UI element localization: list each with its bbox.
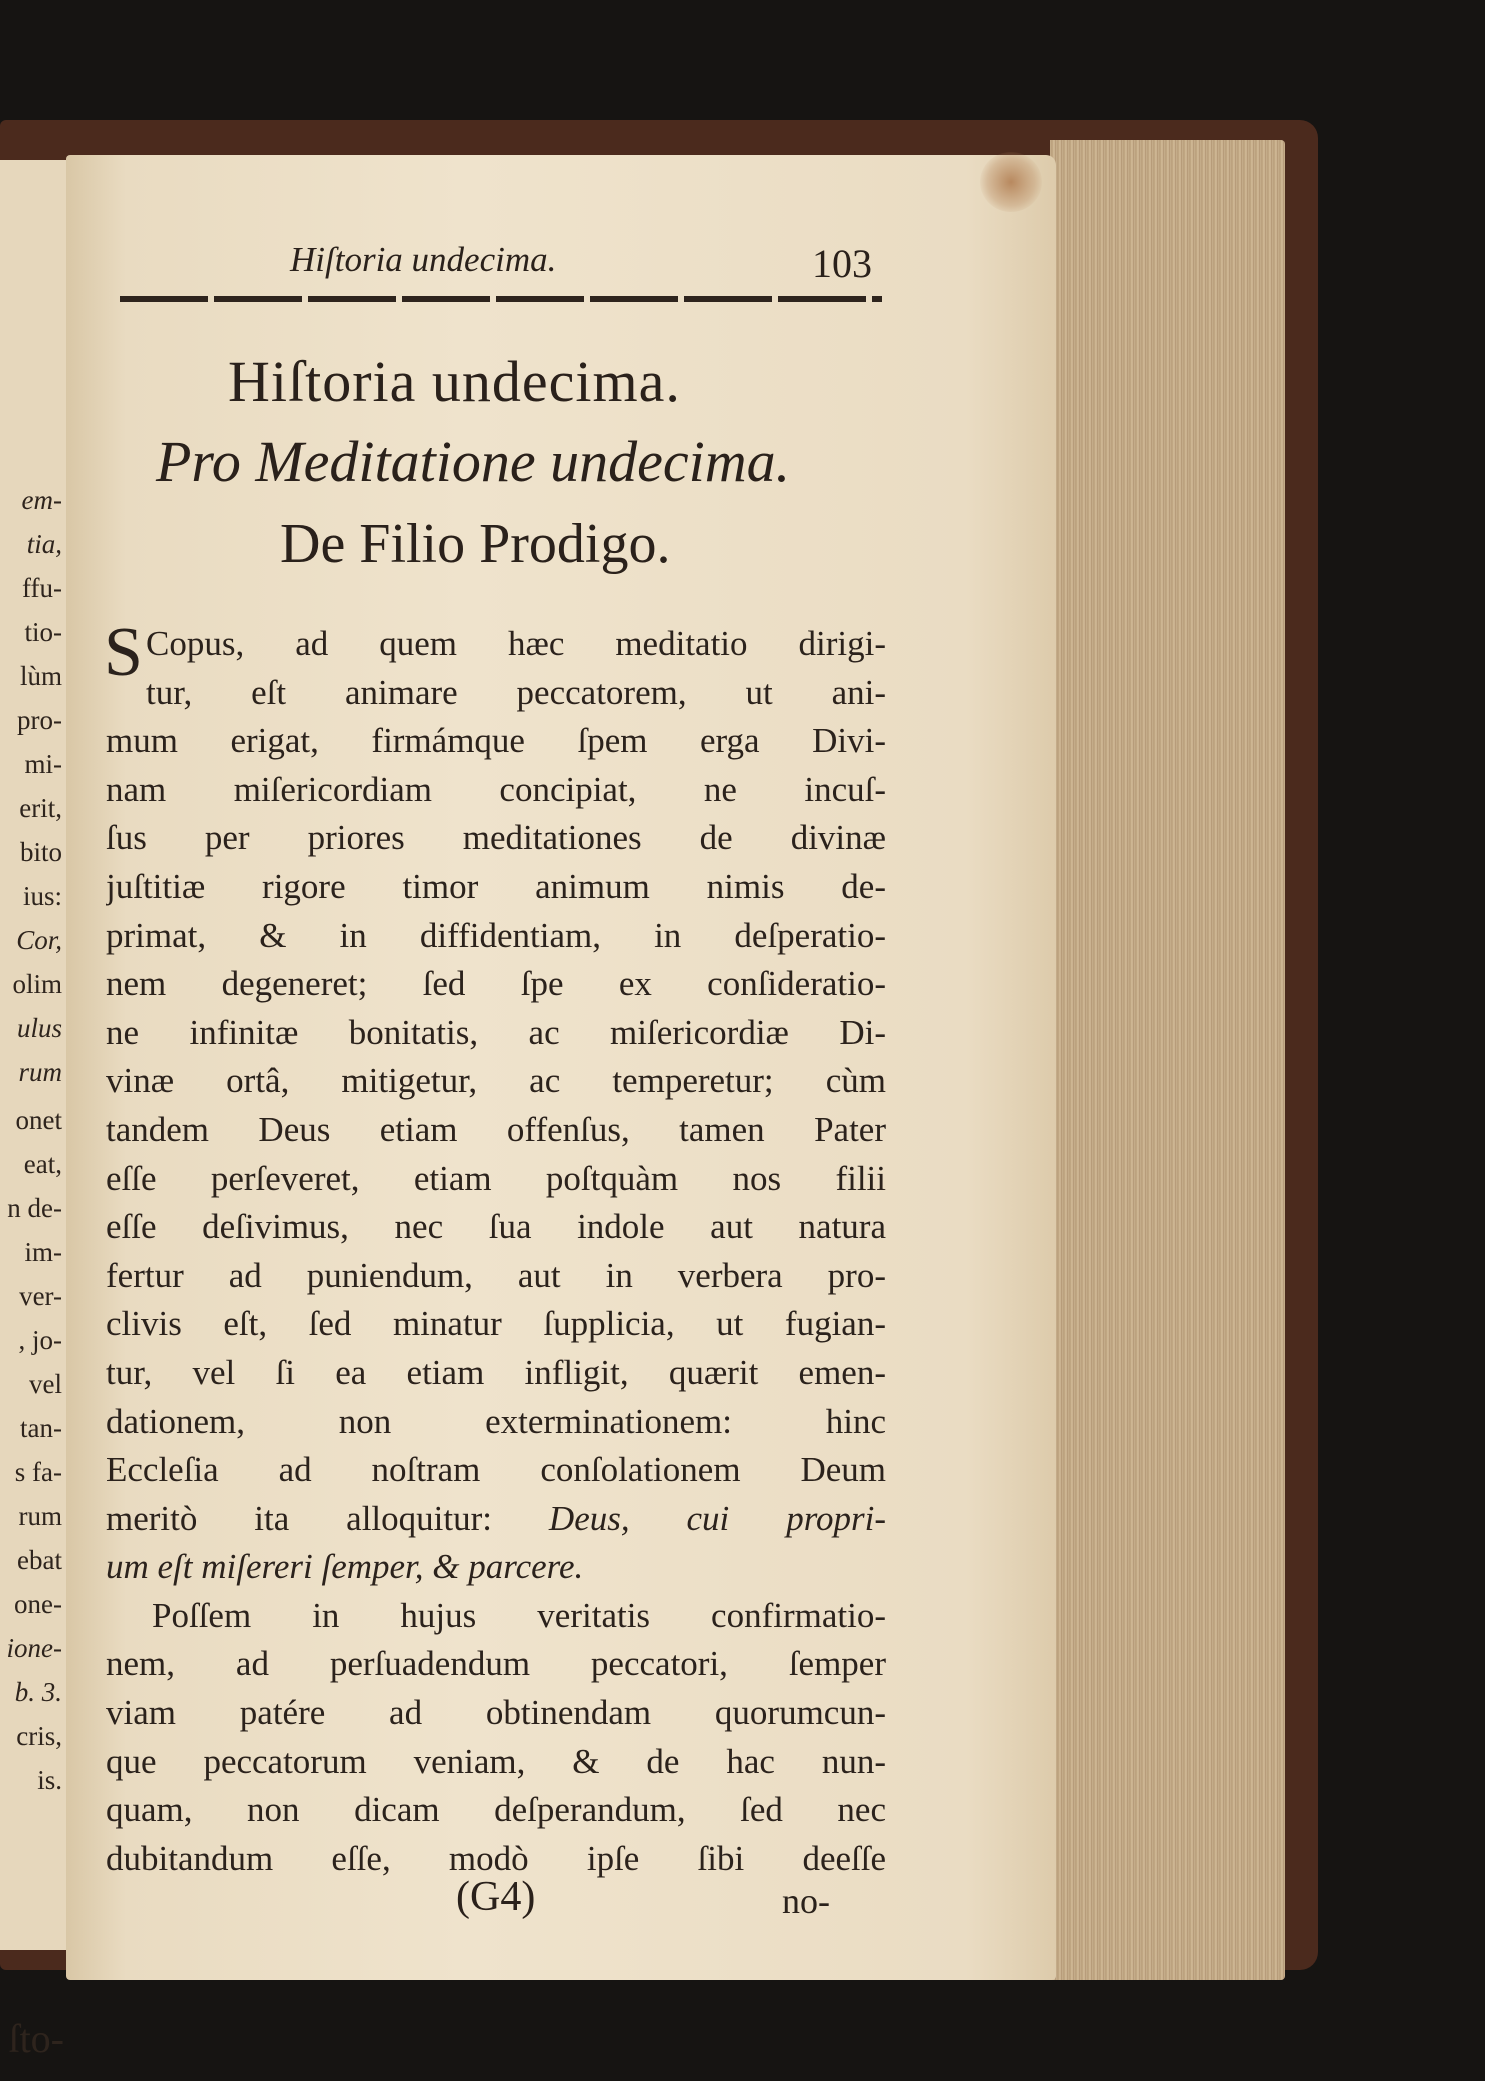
text-line: Poſſem in hujus veritatis confirmatio- bbox=[152, 1595, 886, 1635]
quote-segment: Deus, cui propri- bbox=[548, 1498, 886, 1538]
text-line: juſtitiæ rigore timor animum nimis de- bbox=[106, 866, 886, 906]
text-line: fertur ad puniendum, aut in verbera pro- bbox=[106, 1255, 886, 1295]
text-line: tur, eſt animare peccatorem, ut ani- bbox=[146, 672, 886, 712]
text-line: ne infinitæ bonitatis, ac miſericordiæ Di- bbox=[106, 1012, 886, 1052]
text-line: clivis eſt, ſed minatur ſupplicia, ut fugian- bbox=[106, 1304, 886, 1344]
left-fragment: ulus bbox=[16, 1013, 62, 1043]
text-line: nem, ad perſuadendum peccatori, ſemper bbox=[106, 1644, 886, 1684]
left-fragment: lùm bbox=[19, 661, 62, 691]
left-fragment: cris, bbox=[16, 1721, 62, 1751]
drop-cap: S bbox=[104, 614, 143, 691]
left-fragment: eat, bbox=[23, 1149, 62, 1179]
left-fragment: ffu- bbox=[22, 573, 62, 603]
left-fragment: b. 3. bbox=[14, 1677, 62, 1707]
text-line: tur, vel ſi ea etiam infligit, quærit emen- bbox=[106, 1352, 886, 1392]
text-line: ſus per priores meditationes de divinæ bbox=[106, 818, 886, 858]
text-line: Eccleſia ad noſtram conſolationem Deum bbox=[106, 1450, 886, 1490]
text-line: primat, & in diffidentiam, in deſperatio- bbox=[106, 915, 886, 955]
left-fragment: em- bbox=[21, 485, 62, 515]
left-fragment: vel bbox=[29, 1369, 62, 1399]
text-line: quam, non dicam deſperandum, ſed nec bbox=[106, 1790, 886, 1830]
text-line: nam miſericordiam concipiat, ne incuſ- bbox=[106, 769, 886, 809]
page-edges bbox=[1050, 140, 1285, 1980]
chapter-title: Hiſtoria undecima. bbox=[228, 349, 681, 414]
left-fragment: mi- bbox=[24, 749, 62, 779]
left-fragment: ius: bbox=[22, 881, 62, 911]
left-page-fragments bbox=[4, 478, 64, 1802]
left-fragment: olim bbox=[12, 969, 62, 999]
body-text bbox=[104, 614, 886, 1883]
left-fragment: s fa- bbox=[14, 1457, 62, 1487]
text-line-mixed bbox=[106, 1495, 886, 1544]
text-line: eſſe perſeveret, etiam poſtquàm nos filii bbox=[106, 1158, 886, 1198]
left-fragment: tia, bbox=[26, 529, 62, 559]
left-fragment: pro- bbox=[17, 705, 62, 735]
left-fragment: tio- bbox=[24, 617, 62, 647]
left-fragment: is. bbox=[37, 1765, 62, 1795]
left-page-edge bbox=[0, 160, 70, 2061]
text-segment: meritò ita alloquitur: bbox=[106, 1498, 492, 1538]
text-line: que peccatorum veniam, & de hac nun- bbox=[106, 1741, 886, 1781]
left-fragment: im- bbox=[24, 1237, 62, 1267]
header-rule bbox=[120, 296, 882, 302]
left-fragment: onet bbox=[15, 1105, 62, 1135]
left-fragment: rum bbox=[18, 1501, 62, 1531]
left-fragment: one- bbox=[14, 1589, 62, 1619]
quote-line: um eſt miſereri ſemper, & parcere. bbox=[106, 1547, 584, 1587]
left-fragment-last: ſto- bbox=[8, 2016, 64, 2061]
left-fragment: ione- bbox=[6, 1633, 62, 1663]
text-line: vinæ ortâ, mitigetur, ac temperetur; cùm bbox=[106, 1061, 886, 1101]
left-fragment: ver- bbox=[19, 1281, 62, 1311]
left-fragment: Cor, bbox=[16, 925, 62, 955]
text-line: tandem Deus etiam offenſus, tamen Pater bbox=[106, 1109, 886, 1149]
page-stain bbox=[980, 152, 1042, 212]
left-fragment: ebat bbox=[17, 1545, 62, 1575]
page-number: 103 bbox=[812, 241, 872, 286]
left-fragment: tan- bbox=[20, 1413, 62, 1443]
text-line: dationem, non exterminationem: hinc bbox=[106, 1401, 886, 1441]
chapter-subtitle: Pro Meditatione undecima. bbox=[156, 429, 791, 494]
running-head: Hiſtoria undecima. bbox=[290, 240, 557, 279]
text-line: dubitandum eſſe, modò ipſe ſibi deeſſe bbox=[106, 1838, 886, 1878]
text-line: mum erigat, firmámque ſpem erga Divi- bbox=[106, 721, 886, 761]
left-fragment: erit, bbox=[19, 793, 62, 823]
text-line: viam patére ad obtinendam quorumcun- bbox=[106, 1693, 886, 1733]
catchword: no- bbox=[782, 1881, 830, 1921]
left-fragment: n de- bbox=[7, 1193, 62, 1223]
left-fragment: rum bbox=[18, 1057, 62, 1087]
left-fragment: bito bbox=[19, 837, 62, 867]
text-line: nem degeneret; ſed ſpe ex conſideratio- bbox=[106, 964, 886, 1004]
text-line: Copus, ad quem hæc meditatio dirigi- bbox=[146, 624, 886, 663]
left-fragment: , jo- bbox=[18, 1325, 62, 1355]
text-line: eſſe deſivimus, nec ſua indole aut natura bbox=[106, 1207, 886, 1247]
signature-mark: (G4) bbox=[456, 1874, 536, 1920]
chapter-topic: De Filio Prodigo. bbox=[280, 513, 671, 575]
